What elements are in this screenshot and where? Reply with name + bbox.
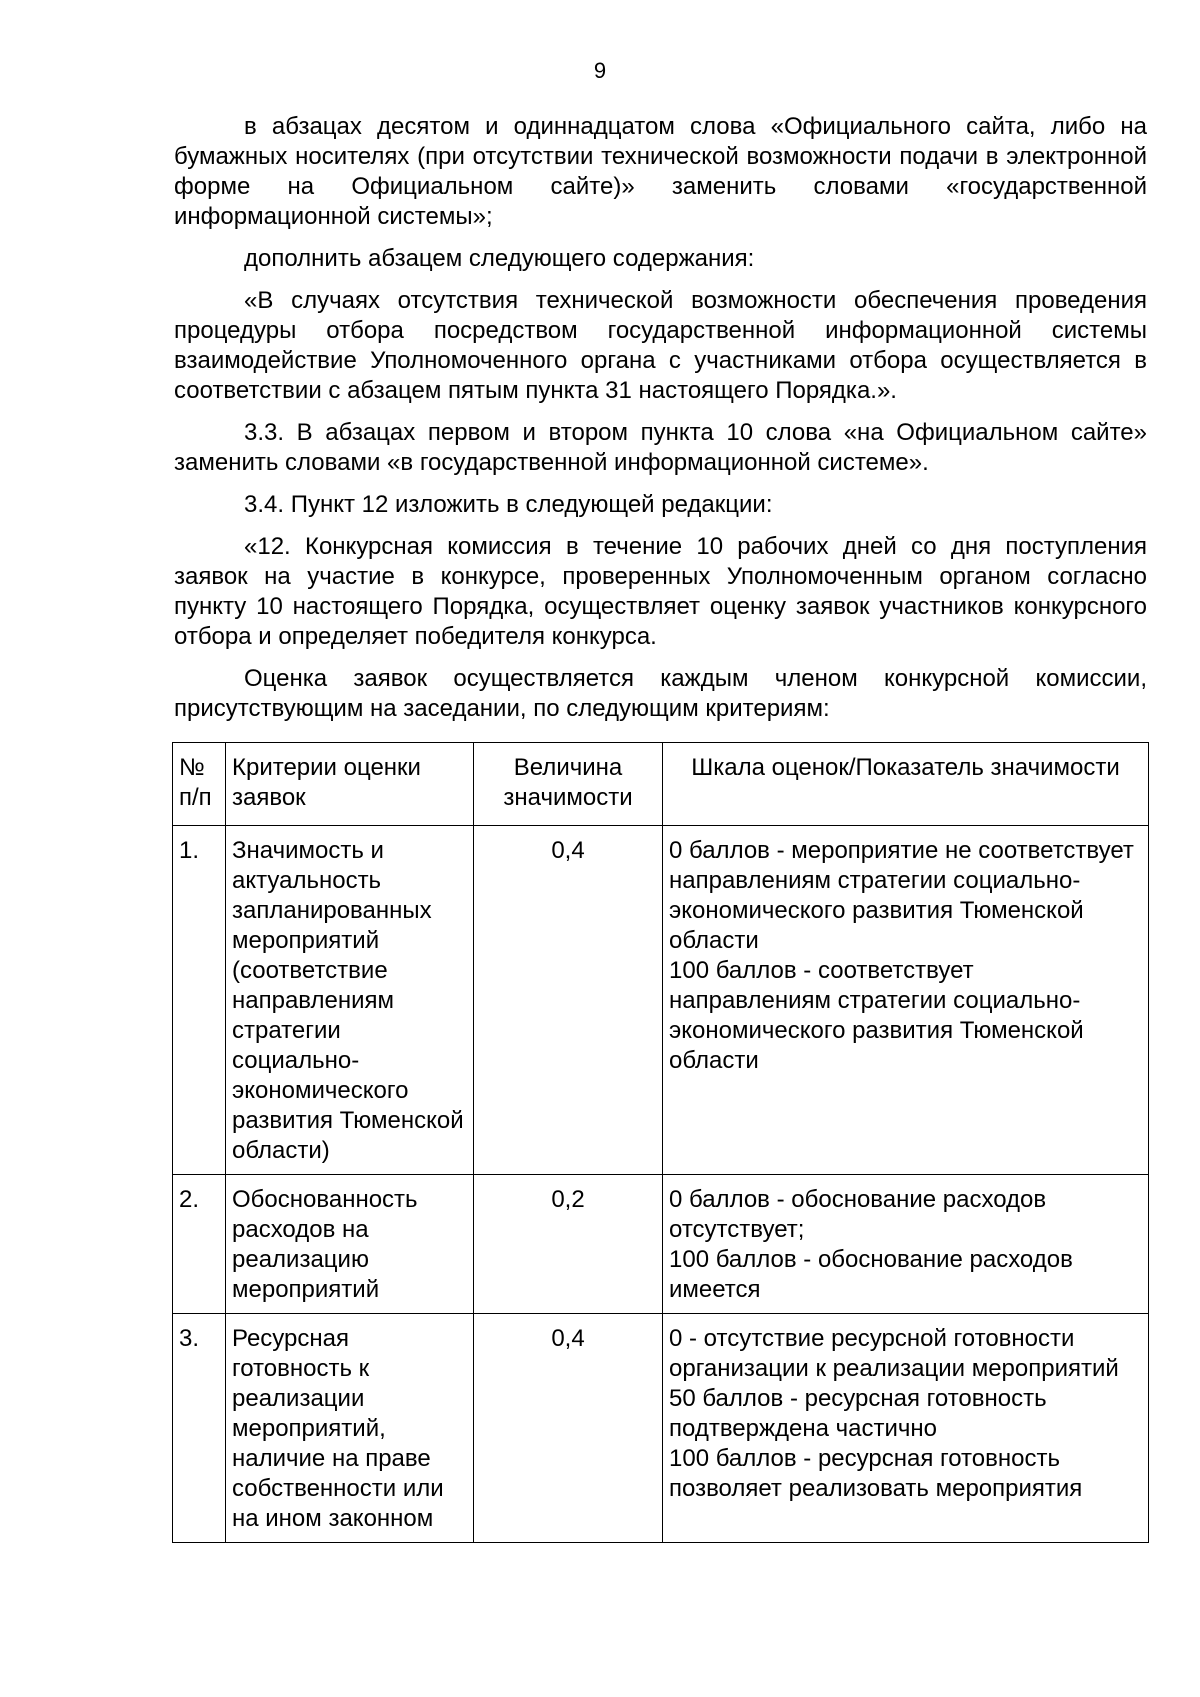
header-criteria: Критерии оценки заявок: [226, 743, 474, 826]
row-scale: [663, 826, 1149, 1175]
criteria-table: [172, 742, 1149, 1543]
scale-line: 100 баллов - соответствует направлениям стратегии социально-экономического развития Тюменской области: [669, 957, 1084, 1074]
scale-line: 100 баллов - ресурсная готовность позволяет реализовать мероприятия: [669, 1445, 1083, 1502]
row-criteria: Значимость и актуальность запланированных мероприятий (соответствие направлениям стратегии социально-экономического развития Тюменской области): [226, 826, 474, 1175]
paragraph-7: Оценка заявок осуществляется каждым членом конкурсной комиссии, присутствующим на заседании, по следующим критериям:: [174, 665, 1147, 722]
row-weight: 0,4: [474, 1314, 663, 1543]
row-scale: [663, 1175, 1149, 1314]
row-weight: 0,4: [474, 826, 663, 1175]
paragraph-5: 3.4. Пункт 12 изложить в следующей редакции:: [244, 491, 773, 518]
paragraph-4: 3.3. В абзацах первом и втором пункта 10 слова «на Официальном сайте» заменить словами «в государственной информационной системе».: [174, 419, 1147, 476]
table-row: [173, 1175, 1149, 1314]
paragraph-1: в абзацах десятом и одиннадцатом слова «Официального сайта, либо на бумажных носителях (при отсутствии технической возможности подачи в электронной форме на Официальном сайте)» заменить словами «государственной информационной системы»;: [174, 113, 1147, 230]
scale-line: 0 - отсутствие ресурсной готовности организации к реализации мероприятий: [669, 1325, 1119, 1382]
row-num: 1.: [173, 826, 226, 1175]
document-body: [174, 112, 1147, 1543]
header-num: № п/п: [173, 743, 226, 826]
row-num: 3.: [173, 1314, 226, 1543]
scale-line: 50 баллов - ресурсная готовность подтверждена частично: [669, 1385, 1047, 1442]
paragraph-2: дополнить абзацем следующего содержания:: [244, 245, 755, 272]
page-number: 9: [593, 58, 607, 83]
header-weight: Величина значимости: [474, 743, 663, 826]
row-scale: [663, 1314, 1149, 1543]
row-weight: 0,2: [474, 1175, 663, 1314]
row-num: 2.: [173, 1175, 226, 1314]
table-row: [173, 1314, 1149, 1543]
scale-line: 0 баллов - мероприятие не соответствует направлениям стратегии социально-экономического развития Тюменской области: [669, 837, 1134, 954]
header-scale: Шкала оценок/Показатель значимости: [663, 743, 1149, 826]
row-criteria: Ресурсная готовность к реализации мероприятий, наличие на праве собственности или на ином законном: [226, 1314, 474, 1543]
paragraph-3: «В случаях отсутствия технической возможности обеспечения проведения процедуры отбора посредством государственной информационной системы взаимодействие Уполномоченного органа с участниками отбора осуществляется в соответствии с абзацем пятым пункта 31 настоящего Порядка.».: [174, 287, 1147, 404]
scale-line: 100 баллов - обоснование расходов имеется: [669, 1246, 1073, 1303]
scale-line: 0 баллов - обоснование расходов отсутствует;: [669, 1186, 1047, 1243]
table-row: [173, 826, 1149, 1175]
paragraph-6: «12. Конкурсная комиссия в течение 10 рабочих дней со дня поступления заявок на участие в конкурсе, проверенных Уполномоченным органом согласно пункту 10 настоящего Порядка, осуществляет оценку заявок участников конкурсного отбора и определяет победителя конкурса.: [174, 533, 1147, 650]
table-header-row: [173, 743, 1149, 826]
row-criteria: Обоснованность расходов на реализацию мероприятий: [226, 1175, 474, 1314]
